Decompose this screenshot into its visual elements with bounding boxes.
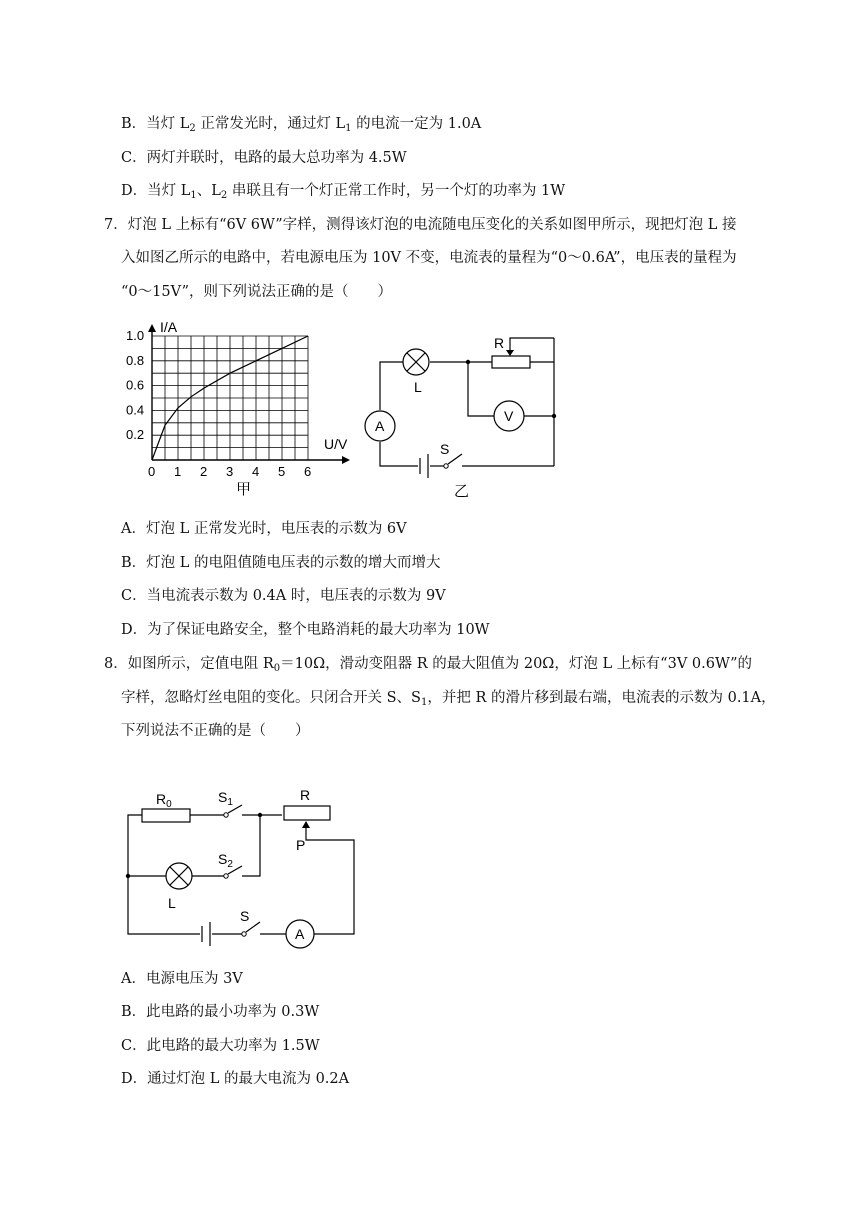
y-tick-label: 0.4 bbox=[126, 402, 145, 418]
y-tick-label: 0.6 bbox=[126, 377, 145, 393]
s1-label: $S_1$ bbox=[218, 789, 233, 808]
q7-stem-line-1: 7．灯泡 L 上标有“6V 6W”字样，测得该灯泡的电流随电压变化的关系如图甲所示，现把灯泡 L 接 bbox=[104, 217, 737, 233]
x-axis-label: U/V bbox=[324, 436, 348, 452]
switch-label: S bbox=[440, 441, 450, 457]
x-tick-label: 3 bbox=[226, 464, 234, 479]
x-tick-label: 6 bbox=[304, 464, 312, 479]
p-label: P bbox=[296, 837, 306, 853]
r-label: R bbox=[300, 787, 311, 803]
q8-stem-line-2 bbox=[121, 686, 776, 708]
q8-stem-line-1-sub: 0 bbox=[273, 663, 281, 674]
wire-left-bottom bbox=[380, 442, 418, 466]
q7-stem-line-3: “0～15V”，则下列说法正确的是（ ） bbox=[121, 284, 393, 300]
slider-p-arrow-icon bbox=[302, 821, 310, 828]
q7-circuit-diagram bbox=[360, 330, 580, 500]
x-axis-arrow bbox=[342, 456, 350, 464]
switch-s-icon bbox=[242, 922, 260, 936]
voltmeter-label: V bbox=[504, 408, 514, 424]
q6-option-d-text-3: 串联且有一个灯正常工作时，另一个灯的功率为 1W bbox=[227, 183, 566, 199]
q8-stem-line-1-text-2: ＝10Ω，滑动变阻器 R 的最大阻值为 20Ω，灯泡 L 上标有“3V 0.6W”的 bbox=[280, 656, 753, 672]
q6-option-b-text-1: B．当灯 L bbox=[121, 116, 190, 132]
rheostat-label: R bbox=[494, 335, 505, 351]
graph-caption: 甲 bbox=[236, 481, 252, 498]
lamp-label: L bbox=[414, 379, 422, 395]
graph-grid bbox=[152, 336, 308, 460]
y-tick-label: 0.8 bbox=[126, 352, 145, 368]
r0-label: $R_0$ bbox=[156, 791, 172, 810]
battery-icon bbox=[202, 922, 210, 946]
x-tick-label: 5 bbox=[278, 464, 286, 479]
q8-option-c: C．此电路的最大功率为 1.5W bbox=[121, 1038, 320, 1054]
resistor-r0-icon bbox=[142, 809, 190, 822]
rheostat-icon bbox=[492, 356, 530, 368]
q8-option-a: A．电源电压为 3V bbox=[121, 971, 243, 987]
q8-stem-line-2-text-2: ，并把 R 的滑片移到最右端，电流表的示数为 0.1A， bbox=[427, 690, 776, 706]
q6-option-d-sub-2: 2 bbox=[220, 190, 228, 201]
battery-icon bbox=[420, 454, 428, 478]
wire-s2-junction bbox=[242, 815, 260, 876]
wire-voltmeter-left bbox=[468, 362, 494, 416]
lamp-label: L bbox=[168, 895, 176, 911]
lamp-icon bbox=[403, 349, 429, 375]
q7-option-c: C．当电流表示数为 0.4A 时，电压表的示数为 9V bbox=[121, 588, 446, 604]
x-tick-label: 1 bbox=[174, 464, 182, 479]
rheostat-r-icon bbox=[284, 806, 330, 820]
q8-stem-line-2-text-1: 字样，忽略灯丝电阻的变化。只闭合开关 S、S bbox=[121, 690, 421, 706]
junction-dot bbox=[126, 874, 130, 878]
q6-option-d bbox=[121, 179, 565, 201]
q7-option-d: D．为了保证电路安全，整个电路消耗的最大功率为 10W bbox=[121, 622, 490, 638]
q8-option-d: D．通过灯泡 L 的最大电流为 0.2A bbox=[121, 1071, 350, 1087]
q8-option-b: B．此电路的最小功率为 0.3W bbox=[121, 1004, 320, 1020]
q8-circuit-diagram bbox=[120, 784, 370, 954]
q6-option-b-sub-2: 1 bbox=[345, 123, 352, 134]
y-tick-label: 0.2 bbox=[126, 427, 145, 443]
x-tick-label: 0 bbox=[148, 464, 156, 479]
junction-dot bbox=[258, 813, 262, 817]
ammeter-label: A bbox=[375, 418, 385, 434]
slider-arrow-icon bbox=[506, 350, 514, 356]
y-tick-labels bbox=[126, 328, 144, 442]
q6-option-b-text-2: 正常发光时，通过灯 L bbox=[195, 116, 346, 132]
q6-option-b-sub-1: 2 bbox=[189, 123, 196, 134]
q7-option-b: B．灯泡 L 的电阻值随电压表的示数的增大而增大 bbox=[121, 555, 441, 571]
q7-stem-line-2: 入如图乙所示的电路中，若电源电压为 10V 不变，电流表的量程为“0～0.6A”，电压表的量程为 bbox=[121, 250, 737, 266]
y-axis-label: I/A bbox=[160, 319, 178, 335]
q8-stem-line-1 bbox=[104, 652, 752, 674]
x-tick-label: 4 bbox=[252, 464, 260, 479]
junction-dot bbox=[466, 360, 470, 364]
q8-stem-line-2-sub: 1 bbox=[420, 697, 428, 708]
q6-option-d-text-2: 、L bbox=[196, 183, 221, 199]
circuit-caption: 乙 bbox=[454, 483, 470, 500]
y-tick-label: 1.0 bbox=[126, 328, 145, 343]
junction-dot bbox=[552, 414, 556, 418]
q7-iu-graph bbox=[120, 312, 360, 502]
q6-option-b-text-3: 的电流一定为 1.0A bbox=[351, 116, 482, 132]
wire-slider bbox=[510, 338, 554, 352]
q6-option-c: C．两灯并联时，电路的最大总功率为 4.5W bbox=[121, 150, 407, 166]
wire-slider-p bbox=[306, 826, 354, 934]
ammeter-label: A bbox=[295, 926, 305, 942]
q8-stem-line-3: 下列说法不正确的是（ ） bbox=[121, 723, 310, 739]
q6-option-d-text-1: D．当灯 L bbox=[121, 183, 191, 199]
q8-stem-line-1-text-1: 8．如图所示，定值电阻 R bbox=[104, 656, 274, 672]
s2-label: $S_2$ bbox=[218, 851, 233, 870]
q7-option-a: A．灯泡 L 正常发光时，电压表的示数为 6V bbox=[121, 521, 407, 537]
y-axis-arrow bbox=[148, 324, 156, 332]
lamp-icon bbox=[166, 863, 192, 889]
q6-option-b bbox=[121, 112, 481, 134]
x-tick-labels bbox=[148, 464, 311, 479]
x-tick-label: 2 bbox=[200, 464, 208, 479]
switch-s-label: S bbox=[240, 908, 250, 924]
q6-option-d-sub-1: 1 bbox=[190, 190, 197, 201]
